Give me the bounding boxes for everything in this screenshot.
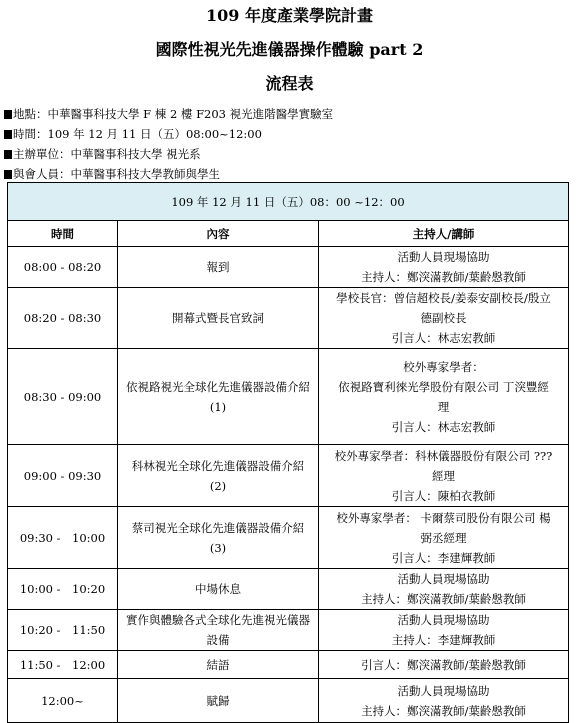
schedule-row (8, 651, 569, 679)
info-location: 地點：中華醫事科技大學 F 棟 2 樓 F203 視光進階醫學實驗室 (4, 104, 579, 124)
date-banner: 109 年 12 月 11 日（五）08：00 ~12：00 (8, 183, 569, 221)
row-host (319, 651, 569, 679)
row-time: 08:20 - 08:30 (8, 288, 118, 349)
column-header-row (8, 221, 569, 247)
row-host (319, 288, 569, 349)
schedule-row (8, 569, 569, 610)
schedule-row (8, 247, 569, 288)
schedule-heading: 流程表 (265, 74, 314, 93)
row-content: 依視路視光全球化先進儀器設備介紹(1) (118, 349, 319, 445)
host-line: 理 (437, 399, 450, 414)
row-host (319, 679, 569, 723)
row-time: 08:30 - 09:00 (8, 349, 118, 445)
host-line: 主持人：鄭湥滿教師/葉齡慇教師 (361, 270, 526, 284)
host-line: 引言人：林志宏教師 (391, 419, 496, 434)
host-line: 活動人員現場協助 (397, 250, 490, 264)
row-host (319, 507, 569, 569)
host-line: 主持人：李建輝教師 (391, 633, 496, 647)
row-content: 中場休息 (118, 569, 319, 610)
info-participants: 與會人員：中華醫事科技大學教師與學生 (4, 164, 579, 184)
row-time: 10:20 - 11:50 (8, 610, 118, 651)
row-content: 賦歸 (118, 679, 319, 723)
host-line: 德副校長 (420, 311, 467, 325)
row-host (319, 247, 569, 288)
host-line: 校外專家學者： 卡爾蔡司股份有限公司 楊 (336, 510, 551, 525)
row-content: 科林視光全球化先進儀器設備介紹(2) (118, 445, 319, 507)
row-time: 12:00~ (8, 679, 118, 723)
host-line: 主持人：鄭湥滿教師/葉齡慇教師 (361, 703, 526, 718)
event-info (0, 104, 579, 184)
row-content: 蔡司視光全球化先進儀器設備介紹(3) (118, 507, 319, 569)
host-line: 學校長官：曾信超校長/姜泰安副校長/殷立 (336, 291, 551, 305)
row-host (319, 610, 569, 651)
row-host (319, 445, 569, 507)
host-line: 依視路寶利徠光學股份有限公司 丁湥豐經 (338, 379, 549, 394)
host-line: 校外專家學者： (403, 359, 484, 374)
column-header-time: 時間 (8, 221, 118, 247)
host-line: 引言人：陳柏衣教師 (391, 488, 496, 503)
info-time: 時間：109 年 12 月 11 日（五）08:00~12:00 (4, 124, 579, 144)
host-line: 引言人：李建輝教師 (391, 550, 496, 565)
host-line: 弼丞經理 (420, 530, 467, 545)
row-time: 10:00 - 10:20 (8, 569, 118, 610)
row-content: 開幕式暨長官致詞 (118, 288, 319, 349)
info-organizer: 主辦單位：中華醫事科技大學 視光系 (4, 144, 579, 164)
column-header-host: 主持人/講師 (319, 221, 569, 247)
host-line: 活動人員現場協助 (397, 683, 490, 698)
schedule-table (7, 182, 569, 723)
row-host (319, 569, 569, 610)
schedule-row (8, 679, 569, 723)
column-header-content: 內容 (118, 221, 319, 247)
schedule-row (8, 349, 569, 445)
square-bullet-icon (4, 150, 12, 159)
host-line: 引言人：鄭湥滿教師/葉齡慇教師 (361, 657, 526, 672)
schedule-row (8, 288, 569, 349)
row-host (319, 349, 569, 445)
host-line: 主持人：鄭湥滿教師/葉齡慇教師 (361, 592, 526, 606)
square-bullet-icon (4, 170, 12, 179)
host-line: 經理 (432, 468, 455, 483)
square-bullet-icon (4, 130, 12, 139)
date-banner-row (8, 183, 569, 221)
schedule-row (8, 445, 569, 507)
host-line: 活動人員現場協助 (397, 613, 490, 627)
host-line: 校外專家學者：科林儀器股份有限公司 ??? (334, 448, 553, 463)
row-time: 11:50 - 12:00 (8, 651, 118, 679)
row-time: 09:30 - 10:00 (8, 507, 118, 569)
row-content: 實作與體驗各式全球化先進視光儀器設備 (118, 610, 319, 651)
schedule-row (8, 507, 569, 569)
host-line: 活動人員現場協助 (397, 572, 490, 586)
schedule-row (8, 610, 569, 651)
host-line: 引言人：林志宏教師 (391, 331, 496, 345)
document-subtitle: 國際性視光先進儀器操作體驗 part 2 (155, 40, 424, 59)
square-bullet-icon (4, 110, 12, 119)
row-content: 報到 (118, 247, 319, 288)
row-content: 結語 (118, 651, 319, 679)
row-time: 08:00 - 08:20 (8, 247, 118, 288)
row-time: 09:00 - 09:30 (8, 445, 118, 507)
document-title: 109 年度產業學院計畫 (206, 6, 373, 25)
